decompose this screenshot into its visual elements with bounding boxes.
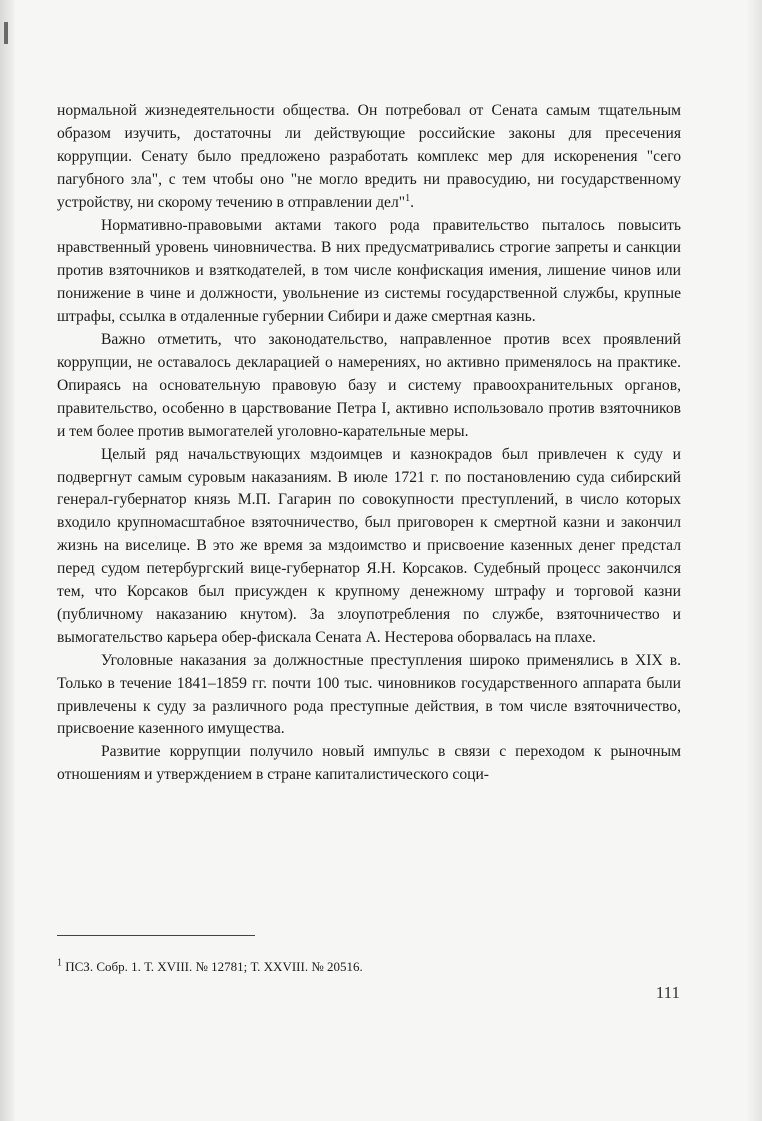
paragraph: Важно отметить, что законодательство, направленное против всех проявлений коррупции, не оставалось декларацией о намерениях, но активно применялось на практике. Опираясь на основательную правовую базу и систему правоохранительных органов, правительство, особенно в царствование Петра I, активно использовало против взяточников и тем более против вымогателей уголовно-карательные меры. — [57, 331, 681, 440]
paragraph: Развитие коррупции получило новый импульс в связи с переходом к рыночным отношениям и утверждением в стране капиталистического соци- — [57, 743, 681, 784]
page-number: 111 — [655, 983, 680, 1002]
footnote — [57, 958, 677, 976]
main-text — [57, 100, 681, 787]
page-left-edge — [0, 0, 14, 1121]
paragraph: Целый ряд начальствующих мздоимцев и казнокрадов был привлечен к суду и подвергнут самым суровым наказаниям. В июле 1721 г. по постановлению суда сибирский генерал-губернатор князь М.П. Гагарин по совокупности преступлений, в число которых входило крупномасштабное взяточничество, был приговорен к смертной казни и закончил жизнь на виселице. В это же время за мздоимство и присвоение казенных денег предстал перед судом петербургский вице-губернатор Я.Н. Корсаков. Судебный процесс закончился тем, что Корсаков был присужден к крупному денежному штрафу и торговой казни (публичному наказанию кнутом). За злоупотребления по службе, взяточничество и вымогательство карьера обер-фискала Сената А. Нестерова оборвалась на плахе. — [57, 445, 681, 646]
footnote-reference[interactable]: 1 — [405, 192, 411, 204]
paragraph-continued: нормальной жизнедеятельности общества. Он потребовал от Сената самым тщательным образом изучить, достаточны ли действующие российские законы для пресечения коррупции. Сенату было предложено разработать комплекс мер для искоренения "сего пагубного зла", с тем чтобы оно "не могло вредить ни правосудию, ни государственному устройству, ни скорому течению в отправлении дел"$^1$. — [57, 102, 681, 211]
paragraph-text: нормальной жизнедеятельности общества. Он потребовал от Сената самым тщательным образом изучить, достаточны ли действующие российские законы для пресечения коррупции. Сенату было предложено разработать комплекс мер для искоренения "сего пагубного зла", с тем чтобы оно "не могло вредить ни правосудию, ни государственному устройству, ни скорому течению в отправлении дел" — [57, 102, 681, 211]
paragraph: Нормативно-правовыми актами такого рода правительство пыталось повысить нравственный уровень чиновничества. В них предусматривались строгие запреты и санкции против взяточников и взяткодателей, в том числе конфискация имения, лишение чинов или понижение в чине и должности, увольнение из системы государственной службы, крупные штрафы, ссылка в отдаленные губернии Сибири и даже смертная казнь. — [57, 216, 681, 326]
footnote-text: ПСЗ. Собр. 1. Т. XVIII. № 12781; Т. XXVIII. № 20516. — [65, 959, 363, 974]
footnote-divider — [57, 935, 255, 936]
scan-corner-mark — [4, 22, 8, 44]
footnote-marker: 1 — [57, 957, 62, 969]
paragraph: Уголовные наказания за должностные преступления широко применялись в XIX в. Только в течение 1841–1859 гг. почти 100 тыс. чиновников государственного аппарата были привлечены к суду за различного рода преступные действия, в том числе взяточничество, присвоение казенного имущества. — [57, 651, 681, 738]
page-right-edge — [746, 0, 762, 1121]
